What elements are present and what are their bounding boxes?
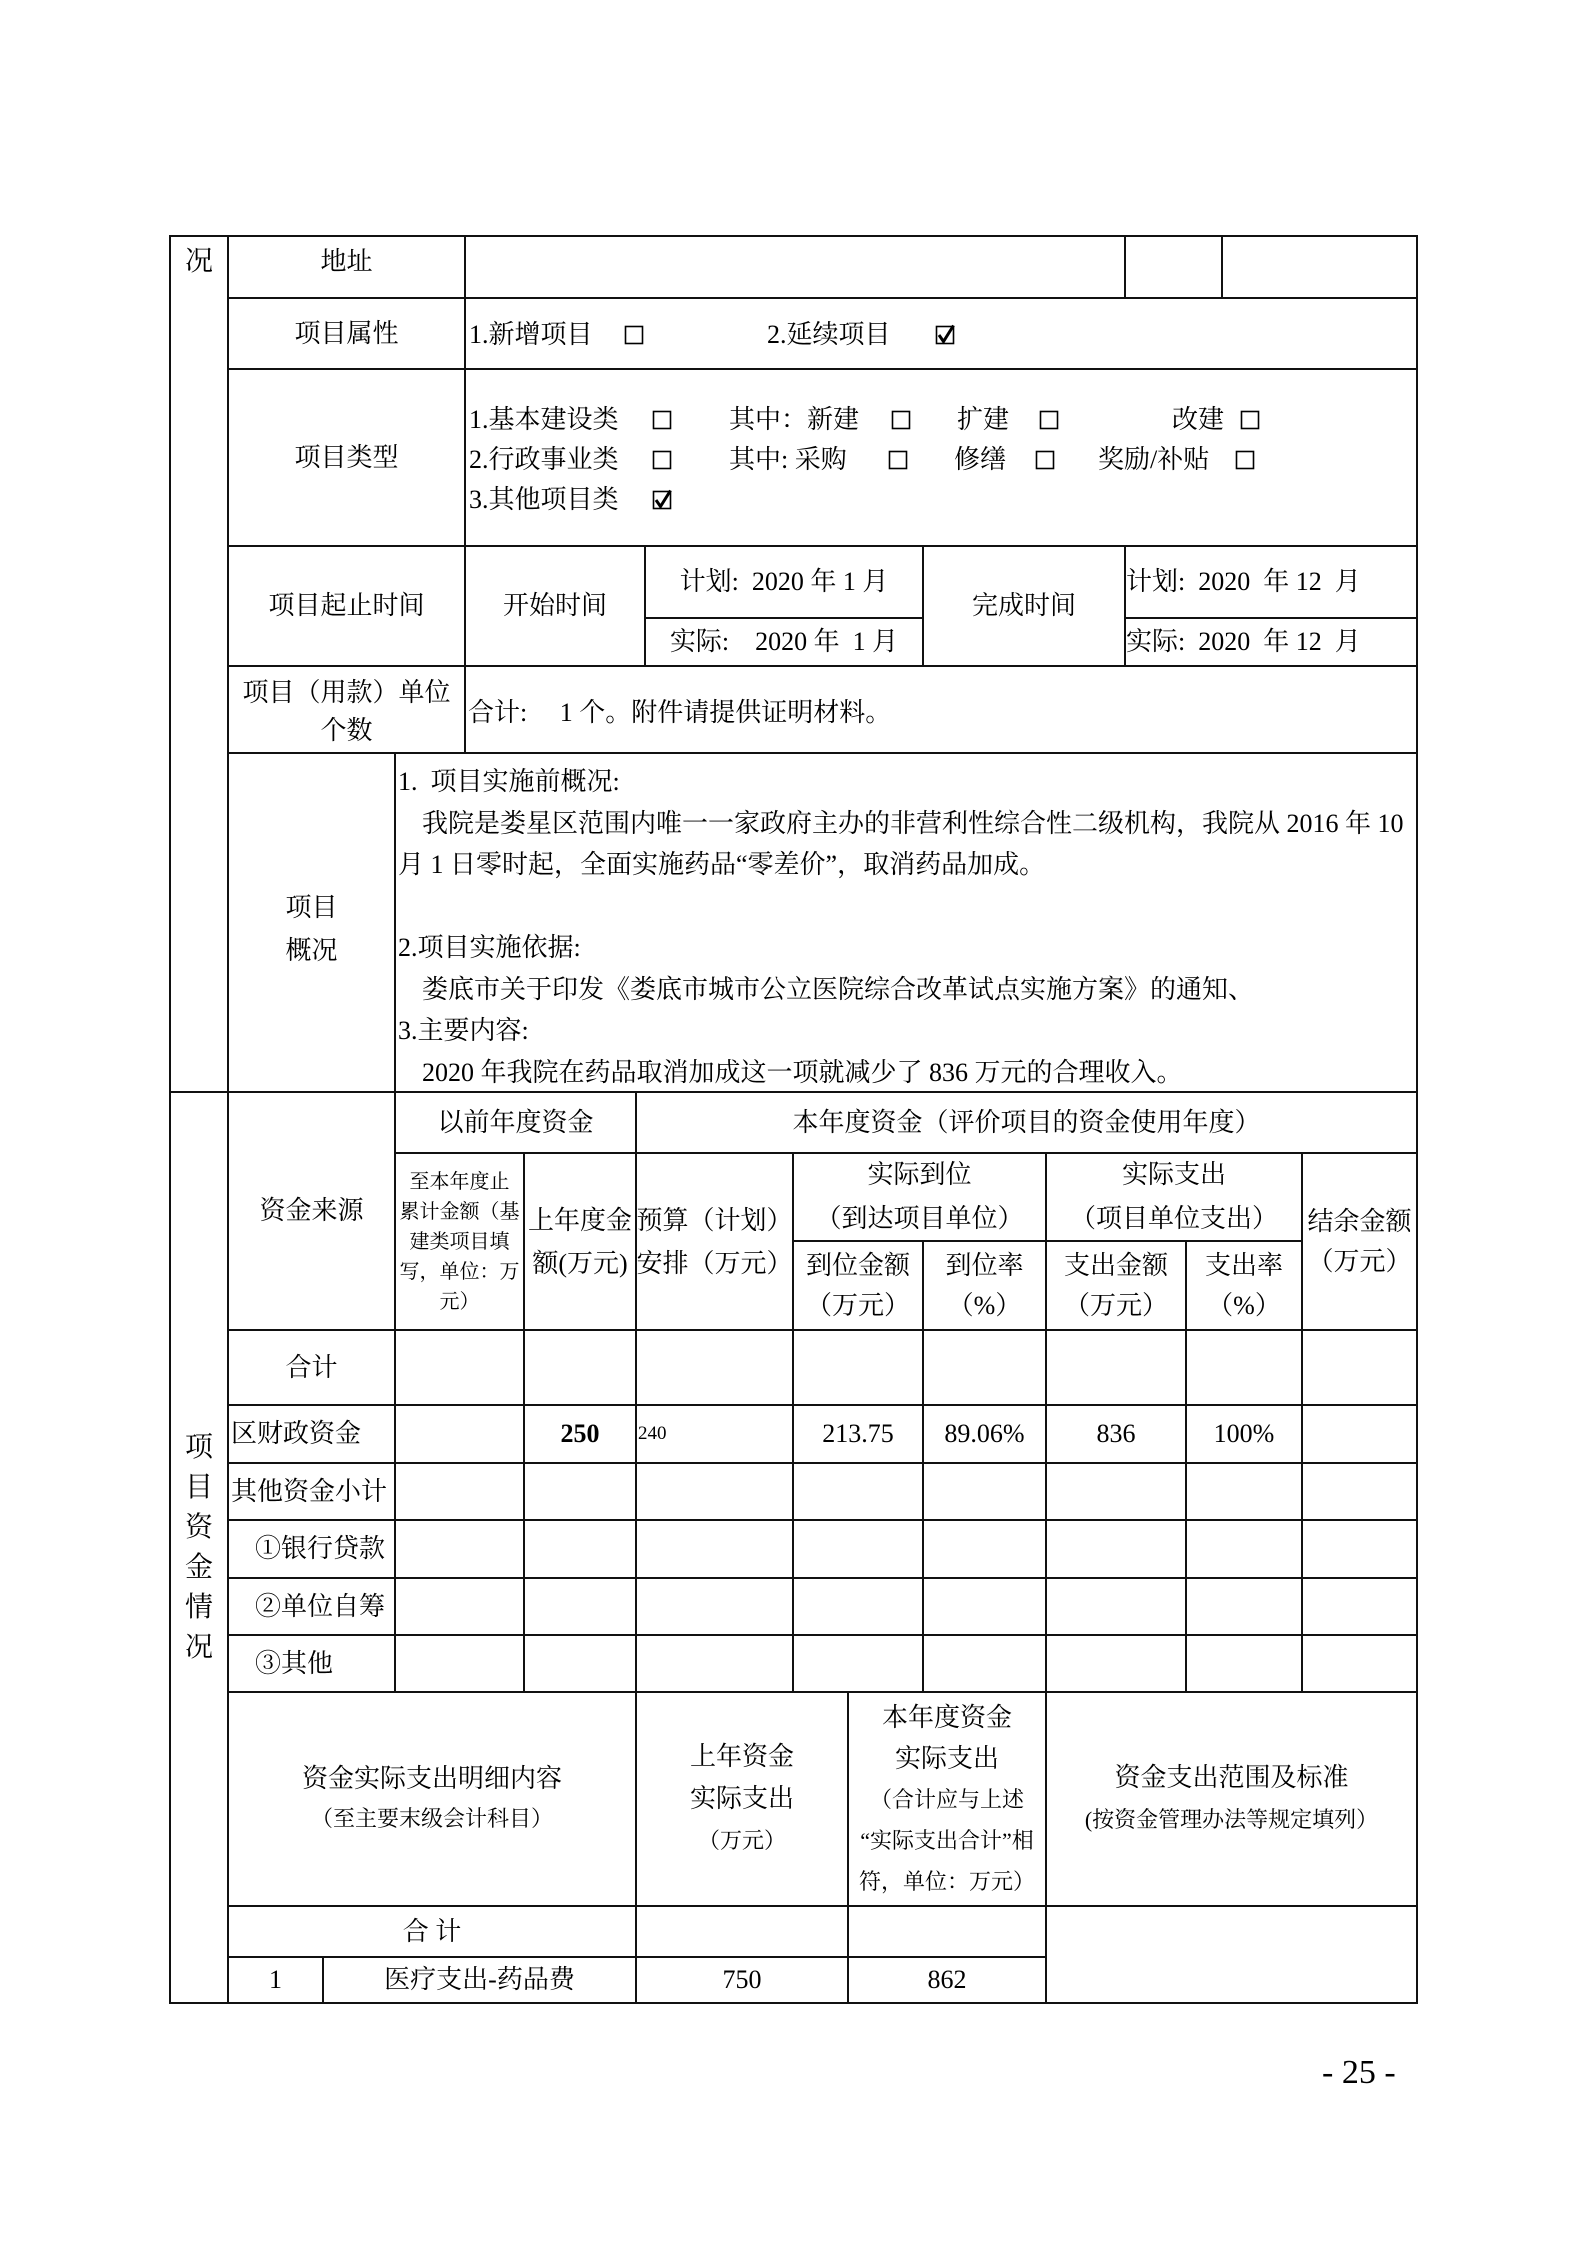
funding-value-cell [523, 1462, 637, 1521]
expenditure-item-no: 1 [227, 1956, 324, 2004]
type-option-label: 2.行政事业类 [469, 445, 619, 474]
checkbox-icon [1035, 449, 1057, 471]
header-line: （合计应与上述 [869, 1786, 1024, 1812]
checkbox-icon [1235, 449, 1257, 471]
overview-heading: 3.主要内容: [398, 1016, 529, 1045]
header-line: 实际支出 [894, 1743, 999, 1773]
funding-value-cell [1301, 1329, 1418, 1406]
header-line: 至本年度止 [409, 1170, 510, 1193]
funding-value-cell [922, 1519, 1047, 1579]
units-value: 合计: 1 个。附件请提供证明材料。 [468, 697, 892, 727]
funding-value-cell [523, 1634, 637, 1693]
header-line: 本年度资金 [881, 1702, 1012, 1732]
header-line: 上年资金 [689, 1742, 794, 1771]
expenditure-header-last-year [635, 1691, 849, 1907]
period-label-cell [227, 545, 466, 667]
funding-value-cell [635, 1462, 794, 1521]
header-line: 支出金额 [1063, 1250, 1168, 1280]
checkbox-icon [1240, 409, 1262, 431]
funding-source-cell: ②单位自筹 [227, 1577, 396, 1636]
funding-value-cell: 240 [635, 1404, 794, 1464]
header-line: （万元） [1063, 1290, 1168, 1320]
header-line: 安排（万元） [636, 1248, 793, 1278]
funding-value-cell [1185, 1577, 1303, 1636]
funding-header-current-year-label: 本年度资金（评价项目的资金使用年度） [792, 1107, 1261, 1137]
address-label: 地址 [320, 247, 373, 276]
funding-value-cell [1045, 1634, 1187, 1693]
header-line: 实际支出 [689, 1784, 794, 1813]
header-line: 到位率 [945, 1250, 1024, 1280]
overview-label-line: 概况 [285, 935, 338, 965]
period-label: 项目起止时间 [268, 591, 425, 620]
funding-value-cell [792, 1577, 924, 1636]
units-label-line: 个数 [320, 715, 373, 745]
funding-value-cell [792, 1462, 924, 1521]
overview-label-cell [227, 752, 396, 1093]
address-label-cell [227, 235, 466, 299]
funding-value-cell [1045, 1462, 1187, 1521]
start-actual-cell [644, 617, 924, 667]
type-option-label: 其中: 采购 [729, 445, 847, 474]
type-option-label: 改建 [1172, 405, 1225, 434]
address-extra-cell [1124, 235, 1223, 299]
funding-value-cell [792, 1329, 924, 1406]
funding-header-budget [635, 1152, 794, 1331]
header-line: 额(万元) [532, 1248, 628, 1278]
checkbox-icon [652, 449, 674, 471]
funding-value-cell [922, 1577, 1047, 1636]
units-label-line: 项目（用款）单位 [242, 677, 451, 707]
funding-value-cell [1301, 1519, 1418, 1579]
funding-header-arrived-amount [792, 1240, 924, 1331]
funding-source-cell: 合计 [227, 1329, 396, 1406]
funding-side-label: 项目资金情况 [184, 1431, 213, 1663]
header-line: （项目单位支出） [1069, 1204, 1278, 1233]
section-side-label-cell [169, 235, 229, 1093]
start-time-label-cell [464, 545, 646, 667]
page-number: - 25 - [1322, 2054, 1396, 2091]
funding-value-cell [1045, 1329, 1187, 1406]
checkbox-icon [652, 489, 674, 511]
funding-source-cell: ③其他 [227, 1634, 396, 1693]
header-line: （至主要末级会计科目） [310, 1806, 553, 1831]
start-plan-cell [644, 545, 924, 619]
funding-value-cell [1301, 1404, 1418, 1464]
expenditure-item-current-year: 862 [847, 1956, 1047, 2004]
funding-side-label-cell [169, 1091, 229, 2004]
funding-header-previous-years-label: 以前年度资金 [437, 1107, 594, 1137]
header-line: （万元） [697, 1828, 786, 1853]
overview-text: 我院是娄星区范围内唯一一家政府主办的非营利性综合性二级机构，我院从 2016 年 10 [422, 808, 1404, 838]
overview-heading: 1. 项目实施前概况: [398, 767, 620, 796]
type-label-cell [227, 368, 466, 547]
type-options-cell [464, 368, 1418, 547]
attribute-option-label: 1.新增项目 [469, 320, 593, 349]
funding-source-cell: 区财政资金 [227, 1404, 396, 1464]
funding-value-cell [922, 1329, 1047, 1406]
funding-value-cell [394, 1329, 525, 1406]
funding-value-cell: 836 [1045, 1404, 1187, 1464]
expenditure-scope-value-cell [1045, 1905, 1418, 2004]
funding-header-last-year [523, 1152, 637, 1331]
header-line: (按资金管理办法等规定填列） [1084, 1807, 1379, 1832]
header-line: 符，单位：万元） [858, 1868, 1035, 1894]
checkbox-icon [652, 409, 674, 431]
expenditure-total-label-cell [227, 1905, 637, 1958]
funding-header-previous-years [394, 1091, 637, 1154]
expenditure-item-last-year: 750 [635, 1956, 849, 2004]
checkbox-icon [624, 324, 646, 346]
header-line: 元） [439, 1290, 480, 1313]
units-label-cell [227, 665, 466, 754]
header-line: 实际到位 [867, 1160, 972, 1189]
funding-value-cell [1185, 1462, 1303, 1521]
start-plan-value: 计划: 2020 年 1 月 [679, 567, 889, 596]
funding-value-cell [523, 1519, 637, 1579]
funding-value-cell [792, 1519, 924, 1579]
attribute-option-label: 2.延续项目 [767, 320, 891, 349]
header-line: （%） [1207, 1290, 1281, 1320]
header-line: 支出率 [1204, 1250, 1283, 1280]
header-line: 资金支出范围及标准 [1114, 1763, 1349, 1792]
header-line: （到达项目单位） [815, 1204, 1024, 1233]
header-line: 上年度金 [527, 1205, 632, 1235]
funding-value-cell [394, 1519, 525, 1579]
overview-text: 月 1 日零时起，全面实施药品“零差价”，取消药品加成。 [398, 850, 1046, 879]
header-line: “实际支出合计”相 [860, 1827, 1034, 1853]
header-line: 预算（计划） [636, 1205, 793, 1235]
end-actual-cell [1124, 617, 1418, 667]
overview-text: 娄底市关于印发《娄底市城市公立医院综合改革试点实施方案》的通知、 [422, 974, 1255, 1004]
funding-value-cell [922, 1462, 1047, 1521]
funding-value-cell [1045, 1577, 1187, 1636]
end-time-label-cell [922, 545, 1126, 667]
overview-label-line: 项目 [285, 892, 338, 922]
expenditure-header-detail [227, 1691, 637, 1907]
end-plan-value: 计划: 2020 年 12 月 [1126, 567, 1361, 596]
funding-source-cell: 其他资金小计 [227, 1462, 396, 1521]
end-actual-value: 实际: 2020 年 12 月 [1126, 627, 1361, 656]
type-option-label: 其中：新建 [729, 405, 860, 434]
funding-header-arrived [792, 1152, 1047, 1242]
funding-value-cell: 100% [1185, 1404, 1303, 1464]
funding-value-cell [635, 1577, 794, 1636]
funding-value-cell [922, 1634, 1047, 1693]
header-line: 建类项目填 [409, 1230, 510, 1253]
end-plan-cell [1124, 545, 1418, 619]
overview-text: 2020 年我院在药品取消加成这一项就减少了 836 万元的合理收入。 [422, 1057, 1183, 1087]
type-label: 项目类型 [294, 442, 399, 472]
funding-header-spent-amount [1045, 1240, 1187, 1331]
header-line: 写，单位：万 [399, 1260, 520, 1283]
expenditure-total-last-year [635, 1905, 849, 1958]
type-option-label: 3.其他项目类 [469, 485, 619, 514]
funding-source-cell: ①银行贷款 [227, 1519, 396, 1579]
funding-value-cell: 89.06% [922, 1404, 1047, 1464]
funding-header-source [227, 1091, 396, 1331]
attribute-options-cell [464, 297, 1418, 370]
funding-value-cell [523, 1577, 637, 1636]
header-line: 实际支出 [1121, 1160, 1226, 1189]
funding-value-cell [394, 1404, 525, 1464]
type-option-label: 1.基本建设类 [469, 405, 619, 434]
header-line: （万元） [1307, 1246, 1412, 1276]
funding-value-cell: 213.75 [792, 1404, 924, 1464]
header-line: 资金实际支出明细内容 [301, 1764, 562, 1793]
end-time-label: 完成时间 [971, 591, 1076, 620]
expenditure-header-current-year [847, 1691, 1047, 1907]
type-option-label: 扩建 [957, 405, 1010, 434]
funding-header-source-label: 资金来源 [259, 1196, 364, 1225]
funding-value-cell [1045, 1519, 1187, 1579]
checkbox-icon [888, 449, 910, 471]
checkbox-icon [891, 409, 913, 431]
checkbox-icon [1039, 409, 1061, 431]
header-line: 累计金额（基 [399, 1200, 520, 1223]
expenditure-total-current-year [847, 1905, 1047, 1958]
address-extra-cell [1221, 235, 1418, 299]
start-time-label: 开始时间 [502, 591, 607, 620]
start-actual-value: 实际: 2020 年 1 月 [669, 627, 899, 656]
funding-header-spend-rate [1185, 1240, 1303, 1331]
funding-value-cell [635, 1634, 794, 1693]
header-line: （万元） [805, 1290, 910, 1320]
type-option-label: 奖励/补贴 [1098, 445, 1210, 474]
funding-header-balance [1301, 1152, 1418, 1331]
attribute-label-cell [227, 297, 466, 370]
expenditure-item-name: 医疗支出-药品费 [322, 1956, 637, 2004]
attribute-label: 项目属性 [294, 318, 399, 348]
funding-value-cell [394, 1634, 525, 1693]
section-side-label: 况 [184, 246, 213, 277]
funding-value-cell [394, 1462, 525, 1521]
overview-blank-line [398, 886, 1416, 928]
funding-header-arrival-rate [922, 1240, 1047, 1331]
expenditure-header-scope [1045, 1691, 1418, 1907]
overview-content-cell [394, 752, 1418, 1093]
funding-value-cell: 250 [523, 1404, 637, 1464]
funding-value-cell [792, 1634, 924, 1693]
header-line: （%） [947, 1290, 1022, 1320]
funding-value-cell [1185, 1519, 1303, 1579]
checkbox-icon [935, 324, 957, 346]
funding-header-current-year [635, 1091, 1418, 1154]
funding-value-cell [1301, 1634, 1418, 1693]
funding-value-cell [1185, 1634, 1303, 1693]
funding-value-cell [635, 1519, 794, 1579]
header-line: 结余金额 [1307, 1206, 1412, 1236]
funding-value-cell [1301, 1577, 1418, 1636]
units-value-cell [464, 665, 1418, 754]
header-line: 到位金额 [805, 1250, 910, 1280]
funding-header-cumulative [394, 1152, 525, 1331]
funding-value-cell [1301, 1462, 1418, 1521]
funding-value-cell [1185, 1329, 1303, 1406]
funding-value-cell [394, 1577, 525, 1636]
address-value-cell [464, 235, 1126, 299]
funding-value-cell [523, 1329, 637, 1406]
overview-heading: 2.项目实施依据: [398, 933, 581, 962]
expenditure-total-label: 合 计 [402, 1916, 462, 1946]
funding-value-cell [635, 1329, 794, 1406]
funding-header-spent [1045, 1152, 1303, 1242]
type-option-label: 修缮 [954, 445, 1007, 474]
